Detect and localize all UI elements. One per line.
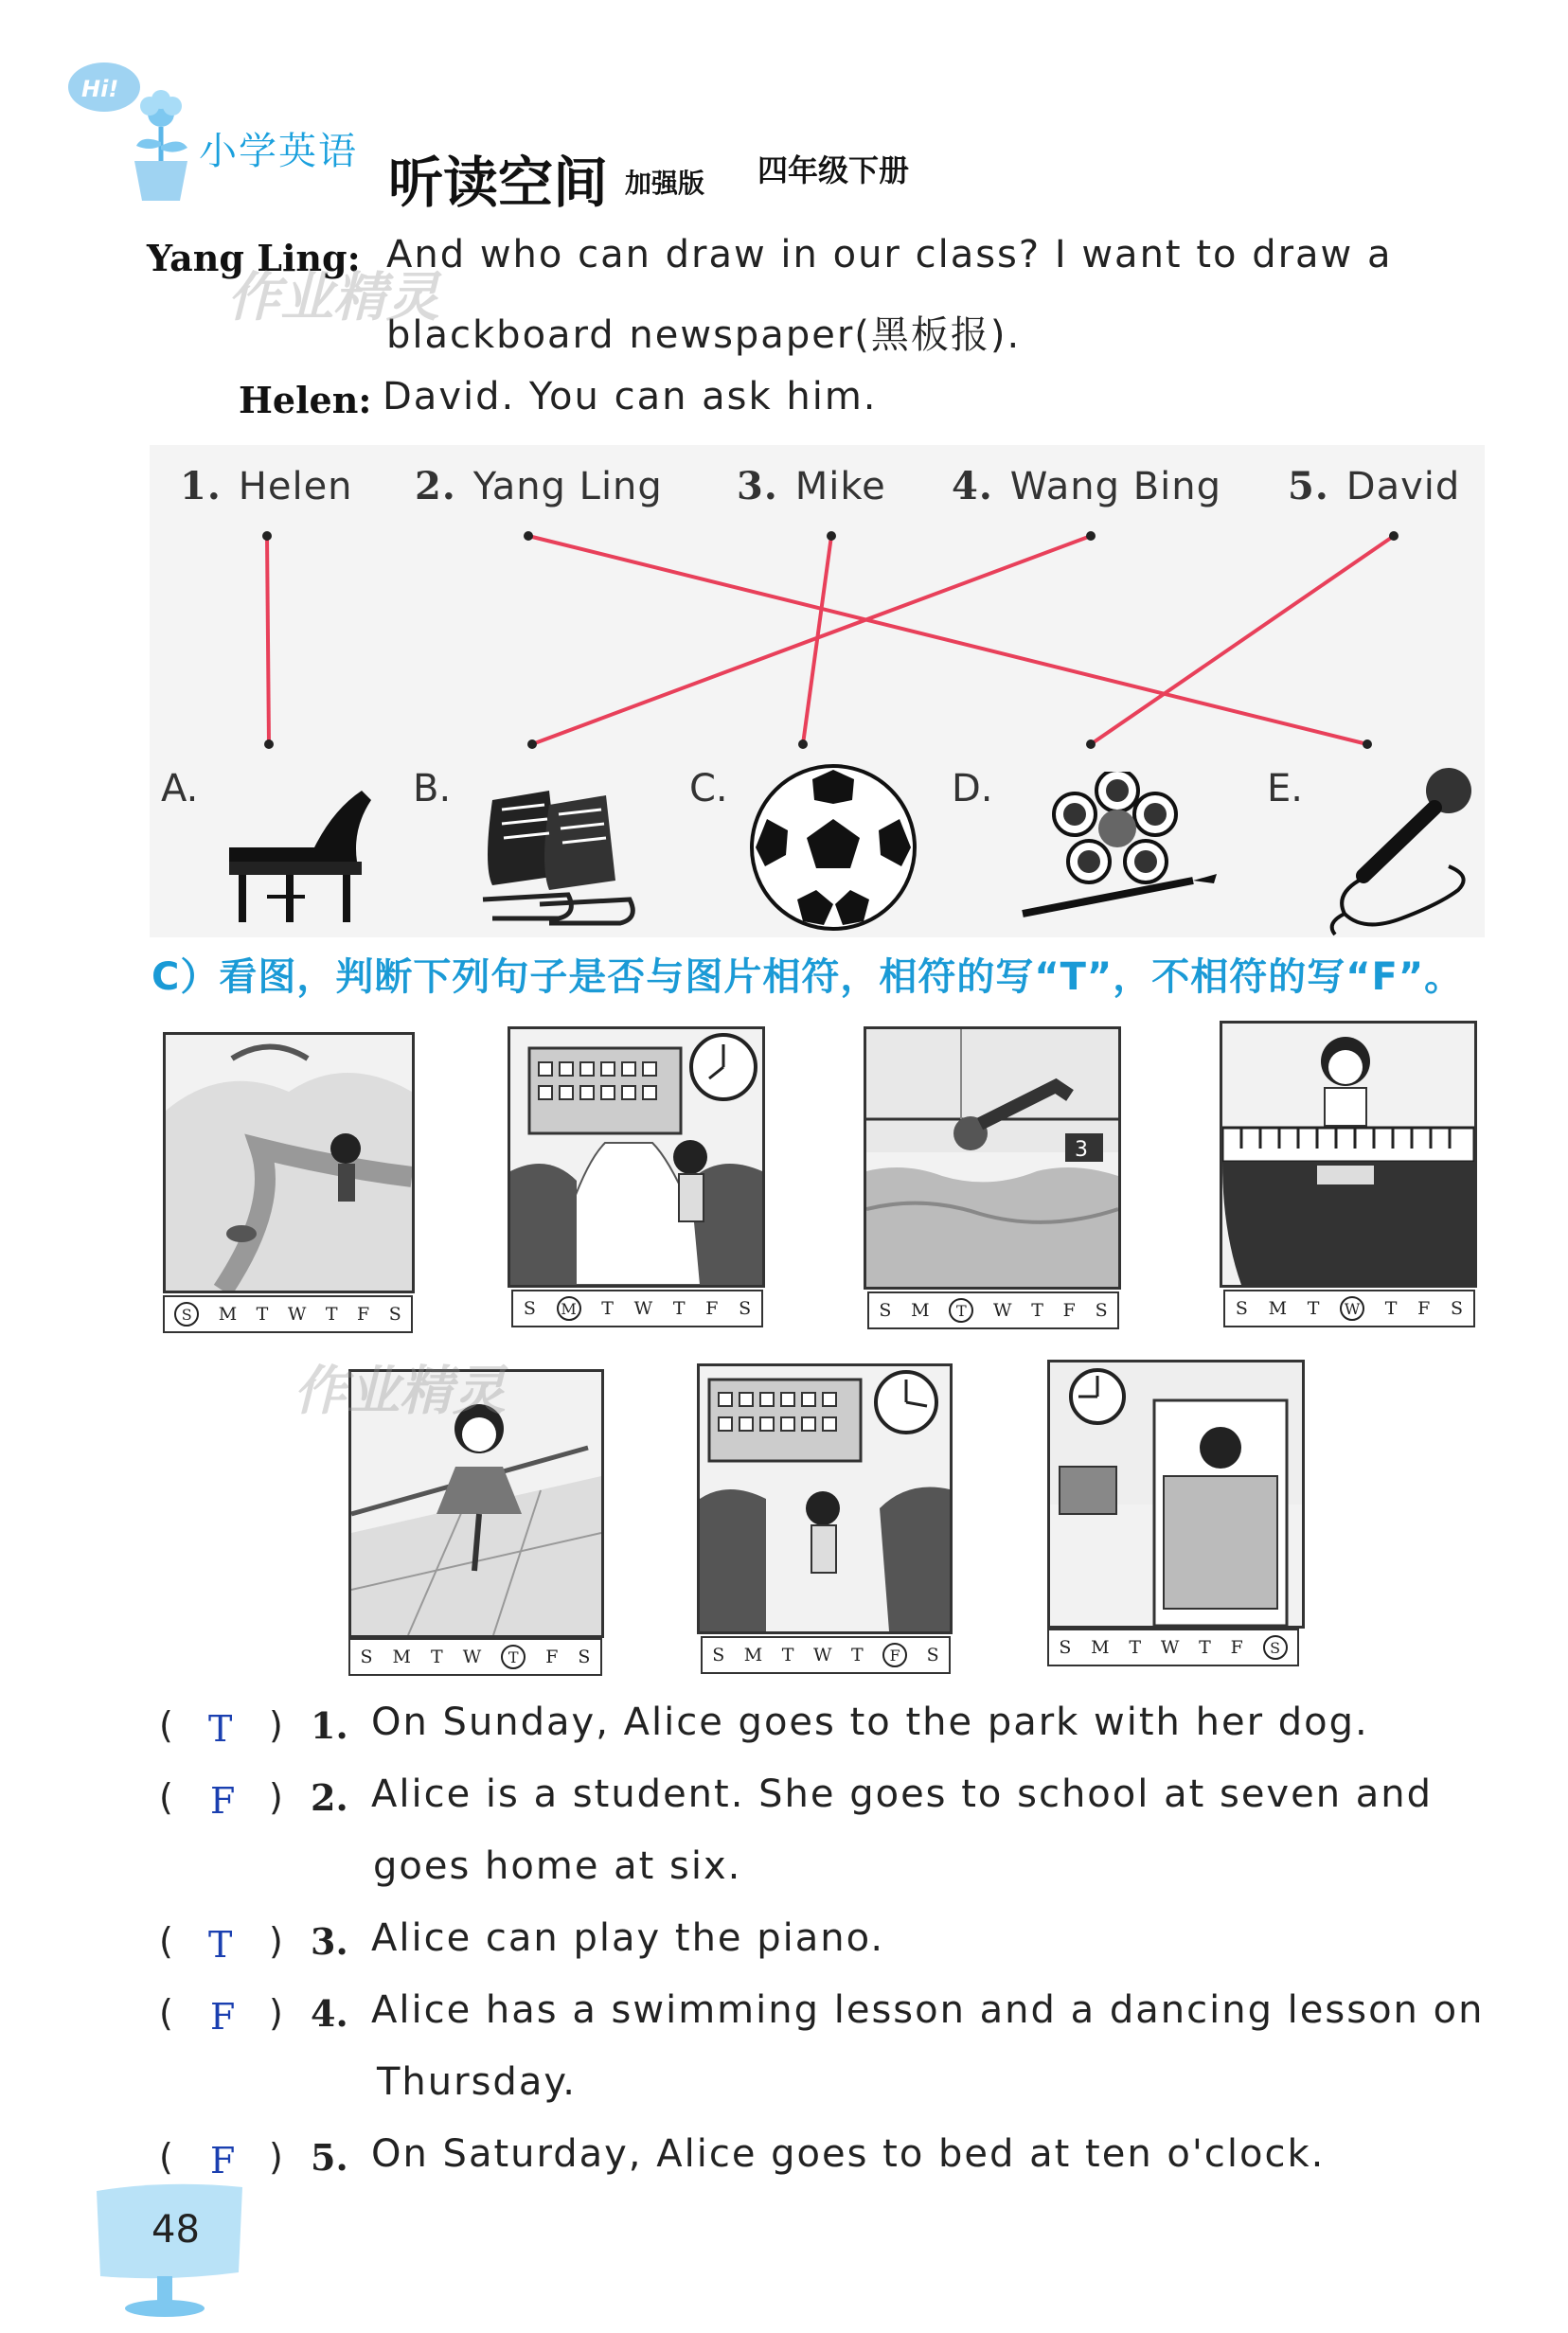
weekday-m: M — [911, 1300, 930, 1321]
person-3: 3. Mike — [737, 464, 886, 508]
question-5: ( F ) 5. On Saturday, Alice goes to bed at ten o'clock. — [159, 2132, 1326, 2182]
weekday-s: S — [360, 1647, 373, 1667]
weekday-f: F — [882, 1643, 907, 1667]
picture-1-park — [163, 1032, 415, 1293]
weekday-t: T — [672, 1298, 686, 1319]
weekday-s: S — [523, 1298, 536, 1319]
option-b-letter: B. — [413, 767, 452, 810]
picture-6-days — [701, 1636, 951, 1674]
question-1: ( T ) 1. On Sunday, Alice goes to the park with her dog. — [159, 1701, 1369, 1750]
school-home-scene-icon — [700, 1366, 950, 1631]
ice-skates-icon — [473, 772, 653, 933]
weekday-m: M — [392, 1647, 411, 1667]
picture-7-bedroom — [1047, 1360, 1305, 1629]
paint-palette-icon — [1013, 772, 1231, 933]
weekday-m: M — [557, 1296, 581, 1321]
weekday-f: F — [705, 1298, 719, 1319]
weekday-s: S — [388, 1304, 401, 1325]
piano-icon — [220, 772, 381, 933]
weekday-t: T — [501, 1645, 526, 1669]
weekday-t: T — [1129, 1637, 1142, 1658]
weekday-s: S — [879, 1300, 892, 1321]
weekday-t: T — [431, 1647, 443, 1667]
weekday-f: F — [1062, 1300, 1076, 1321]
weekday-t: T — [325, 1304, 338, 1325]
question-2-text-1: Alice is a student. She goes to school at seven and — [371, 1772, 1434, 1816]
picture-2-days — [511, 1290, 763, 1327]
weekday-w: W — [812, 1645, 832, 1665]
question-2-text-2: goes home at six. — [373, 1844, 742, 1888]
weekday-t: T — [1307, 1298, 1320, 1319]
weekday-w: W — [993, 1300, 1012, 1321]
weekday-m: M — [218, 1304, 238, 1325]
weekday-s: S — [578, 1647, 591, 1667]
weekday-s: S — [926, 1645, 939, 1665]
dialogue-line-1: And who can draw in our class? I want to draw a — [386, 233, 1393, 276]
question-5-text: On Saturday, Alice goes to bed at ten o'clock. — [371, 2132, 1326, 2176]
line-1-a — [267, 536, 269, 744]
edition-label: 加强版 — [625, 168, 705, 199]
picture-7-days — [1047, 1629, 1299, 1666]
weekday-m: M — [1268, 1298, 1288, 1319]
speaker-helen: Helen: — [239, 379, 372, 421]
bedroom-scene-icon — [1050, 1362, 1302, 1626]
answer-2[interactable]: F — [210, 1780, 236, 1822]
picture-6-school-home — [697, 1363, 953, 1634]
svg-text:3: 3 — [1075, 1138, 1088, 1162]
page-number: 48 — [151, 2208, 200, 2252]
dialogue-line-3: David. You can ask him. — [383, 375, 878, 419]
weekday-s: S — [174, 1302, 199, 1327]
answer-1[interactable]: T — [208, 1708, 233, 1750]
question-4: ( F ) 4. Alice has a swimming lesson and a dancing lesson on Thursday. — [159, 1988, 1485, 2104]
speaker-yang-ling: Yang Ling: — [147, 237, 361, 279]
weekday-w: W — [633, 1298, 653, 1319]
weekday-t: T — [781, 1645, 794, 1665]
watermark: 作业精灵 — [227, 267, 439, 329]
person-1: 1. Helen — [180, 464, 353, 508]
line-4-b — [532, 536, 1091, 744]
question-1-text: On Sunday, Alice goes to the park with her dog. — [371, 1701, 1369, 1744]
weekday-s: S — [712, 1645, 725, 1665]
football-icon — [748, 762, 918, 933]
weekday-s: S — [1095, 1300, 1108, 1321]
picture-3-days — [867, 1291, 1119, 1329]
person-4: 4. Wang Bing — [952, 464, 1222, 508]
option-c-letter: C. — [689, 767, 728, 810]
weekday-s: S — [1451, 1298, 1464, 1319]
picture-2-school — [508, 1026, 765, 1288]
logo-bubble-text: Hi! — [81, 76, 119, 102]
grade-label: 四年级下册 — [757, 152, 910, 188]
weekday-s: S — [1235, 1298, 1248, 1319]
person-5: 5. David — [1288, 464, 1461, 508]
question-3-text: Alice can play the piano. — [371, 1916, 885, 1960]
answer-3[interactable]: T — [208, 1924, 233, 1966]
weekday-t: T — [850, 1645, 864, 1665]
weekday-t: T — [256, 1304, 269, 1325]
weekday-s: S — [739, 1298, 752, 1319]
question-3: ( T ) 3. Alice can play the piano. — [159, 1916, 885, 1966]
weekday-m: M — [1091, 1637, 1110, 1658]
weekday-w: W — [462, 1647, 482, 1667]
picture-4-piano — [1220, 1021, 1477, 1288]
person-2: 2. Yang Ling — [415, 464, 663, 508]
option-a-letter: A. — [161, 767, 199, 810]
picture-1-days — [163, 1295, 413, 1333]
weekday-f: F — [545, 1647, 559, 1667]
piano-scene-icon — [1222, 1024, 1474, 1285]
weekday-w: W — [287, 1304, 307, 1325]
question-4-text-2: Thursday. — [377, 2060, 578, 2104]
microphone-icon — [1316, 762, 1487, 937]
answer-lines — [267, 536, 1394, 744]
swimming-scene-icon — [866, 1029, 1118, 1287]
subject-label: 小学英语 — [199, 130, 358, 173]
weekday-s: S — [1263, 1635, 1288, 1660]
weekday-f: F — [357, 1304, 370, 1325]
question-4-text-1: Alice has a swimming lesson and a dancing lesson on — [371, 1988, 1485, 2032]
answer-5[interactable]: F — [210, 2140, 236, 2182]
weekday-t: T — [1199, 1637, 1211, 1658]
option-d-letter: D. — [952, 767, 993, 810]
weekday-f: F — [1230, 1637, 1243, 1658]
weekday-f: F — [1417, 1298, 1431, 1319]
picture-4-days — [1223, 1290, 1475, 1327]
option-e-letter: E. — [1267, 767, 1303, 810]
weekday-t: T — [1031, 1300, 1043, 1321]
picture-3-swimming — [864, 1026, 1121, 1290]
book-title: 听读空间 — [388, 151, 609, 215]
weekday-t: T — [1384, 1298, 1398, 1319]
picture-5-days — [348, 1638, 602, 1676]
answer-4[interactable]: F — [210, 1996, 236, 2038]
dialogue-line-2: blackboard newspaper(黑板报). — [386, 313, 1022, 357]
weekday-m: M — [743, 1645, 763, 1665]
weekday-s: S — [1059, 1637, 1072, 1658]
weekday-t: T — [949, 1298, 973, 1323]
school-scene-icon — [510, 1029, 762, 1285]
weekday-w: W — [1160, 1637, 1180, 1658]
question-2: ( F ) 2. Alice is a student. She goes to school at seven and goes home at six. — [159, 1772, 1434, 1888]
section-c-instruction: C）看图，判断下列句子是否与图片相符，相符的写“T”，不相符的写“F”。 — [151, 955, 1464, 999]
weekday-t: T — [601, 1298, 614, 1319]
park-scene-icon — [166, 1035, 412, 1291]
watermark-2: 作业精灵 — [294, 1361, 506, 1422]
weekday-w: W — [1340, 1296, 1364, 1321]
